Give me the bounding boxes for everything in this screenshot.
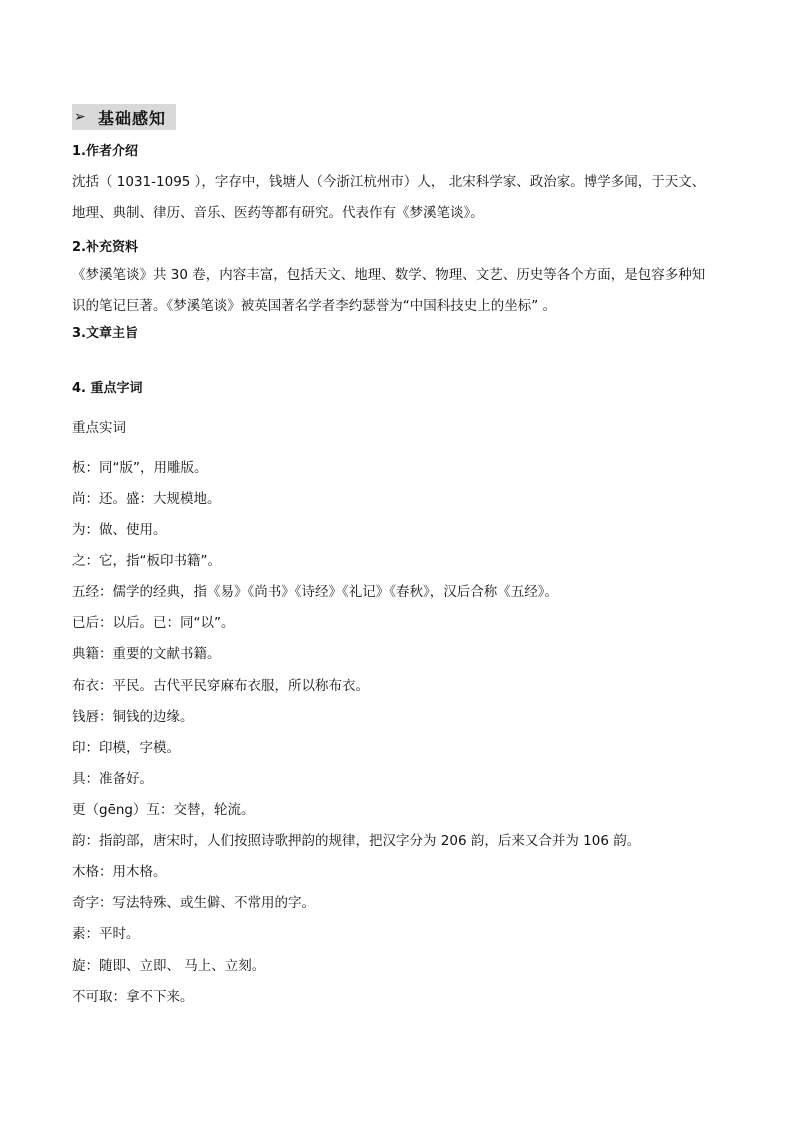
arrow-bullet-icon: ➢: [74, 109, 86, 125]
section-title: 基础感知: [98, 108, 167, 128]
author-paragraph: [72, 167, 732, 229]
section-heading-basic-perception: [72, 104, 176, 130]
keyword-item: 旋：随即、立即、 马上、立刻。: [72, 958, 266, 974]
supplement-line-1: 《梦溪笔谈》共 30 卷，内容丰富，包括天文、地理、数学、物理、文艺、历史等各个方面，是包容多种知: [72, 267, 706, 283]
author-heading: 1.作者介绍: [72, 144, 138, 159]
keyword-item: 典籍：重要的文献书籍。: [72, 646, 221, 662]
keyword-item: 韵：指韵部，唐宋时，人们按照诗歌押韵的规律，把汉字分为 206 韵，后来又合并为 106 韵。: [72, 833, 641, 849]
keyword-item: 板：同“版”，用雕版。: [72, 460, 208, 476]
author-line-1: 沈括（ 1031-1095 ），字存中，钱塘人（今浙江杭州市）人， 北宋科学家、政治家。博学多闻，于天文、: [72, 174, 706, 190]
keyword-item: 木格：用木格。: [72, 864, 167, 880]
keyword-item: 之：它，指“板印书籍”。: [72, 553, 221, 569]
keyword-item: 素：平时。: [72, 926, 140, 942]
supplement-heading: 2.补充资料: [72, 240, 138, 255]
author-line-2: 地理、典制、律历、音乐、医药等都有研究。代表作有《梦溪笔谈》。: [72, 205, 484, 221]
keyword-item: 具：准备好。: [72, 771, 153, 787]
keyword-item: 奇字：写法特殊、或生僻、不常用的字。: [72, 895, 315, 911]
keyword-item: 尚：还。盛：大规模地。: [72, 491, 221, 507]
keywords-subheading: 重点实词: [72, 420, 126, 436]
supplement-line-2: 识的笔记巨著。《梦溪笔谈》被英国著名学者李约瑟誉为“中国科技史上的坐标” 。: [72, 298, 557, 314]
keyword-item: 已后：以后。已：同“以”。: [72, 615, 235, 631]
keyword-item: 钱唇：铜钱的边缘。: [72, 709, 194, 725]
keyword-item: 为：做、使用。: [72, 522, 167, 538]
keyword-item: 印：印模，字模。: [72, 740, 180, 756]
keyword-item: 布衣：平民。古代平民穿麻布衣服，所以称布衣。: [72, 678, 369, 694]
keyword-item: 更（gēng）互：交替，轮流。: [72, 802, 255, 818]
keywords-heading: 4. 重点字词: [72, 381, 143, 396]
theme-heading: 3.文章主旨: [72, 326, 138, 341]
keyword-item: 五经：儒学的经典，指《易》《尚书》《诗经》《礼记》《春秋》，汉后合称《五经》。: [72, 584, 558, 600]
keyword-item: 不可取：拿不下来。: [72, 989, 194, 1005]
supplement-paragraph: [72, 260, 732, 322]
